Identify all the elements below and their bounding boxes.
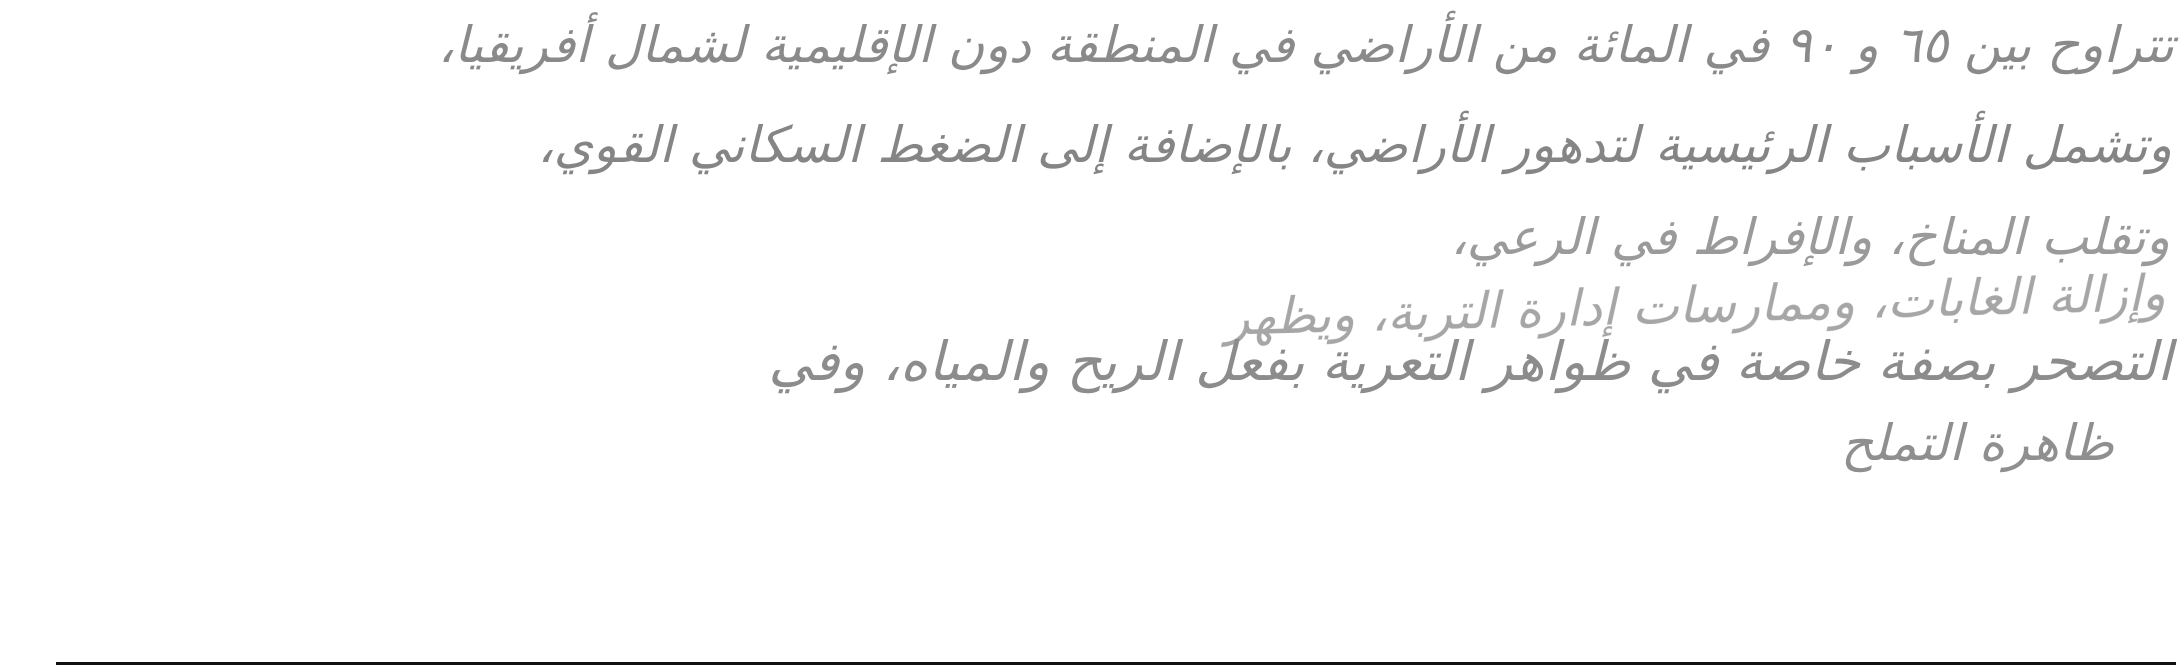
handwritten-line-1: تتراوح بين ٦٥ و ٩٠ في المائة من الأراضي في المنطقة دون الإقليمية لشمال أفريقيا، [437, 16, 2174, 74]
bottom-rule-line [56, 662, 2176, 665]
handwritten-line-3: وتقلب المناخ، والإفراط في الرعي، [1450, 208, 2170, 266]
handwritten-line-4: وإزالة الغابات، وممارسات إدارة التربة، ويظهر [1224, 264, 2167, 347]
handwritten-line-6: ظاهرة التملح [1840, 414, 2114, 472]
handwritten-line-5: التصحر بصفة خاصة في ظواهر التعرية بفعل الريح والمياه، وفي [768, 330, 2172, 393]
handwritten-line-2: وتشمل الأسباب الرئيسية لتدهور الأراضي، بالإضافة إلى الضغط السكاني القوي، [537, 116, 2172, 174]
